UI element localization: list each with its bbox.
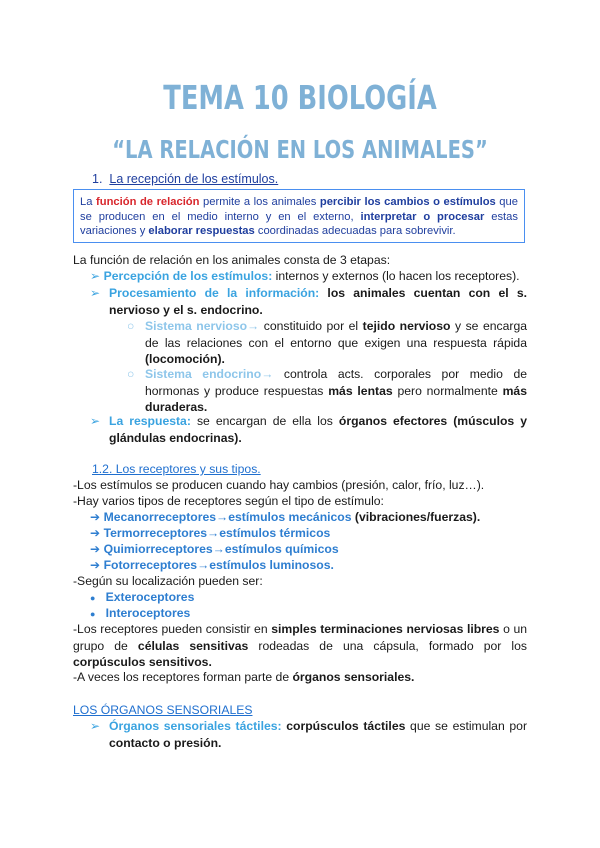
box-text: estas variaciones y: [80, 210, 518, 237]
box-text: La: [80, 196, 97, 208]
organ-label: Órganos sensoriales táctiles:: [109, 719, 282, 733]
stage-2-item: [109, 285, 527, 318]
endocrine-bullet: [127, 366, 143, 383]
para-text: rodeadas de una cápsula, formado por los: [248, 638, 527, 653]
tactile-organs-item: [109, 718, 527, 751]
bullet-arrow-icon: ➢: [90, 719, 101, 733]
arrow-bullet-icon: ➔: [90, 558, 101, 572]
box-text: coordinadas adecuadas para sobrevivir.: [254, 225, 456, 237]
box-text: que se producen en el medio interno y en el externo,: [80, 196, 518, 223]
stage-bold: órganos efectores (músculos y glándulas endocrinas).: [109, 414, 528, 445]
box-text: permite a los animales: [199, 196, 320, 208]
para-text: o un grupo de: [73, 622, 528, 653]
subsystem-label: Sistema endocrino→: [145, 367, 274, 381]
stage-text: los animales cuentan con el s. nervioso y el s. endocrino.: [109, 286, 527, 317]
item-bold: (locomoción).: [145, 352, 225, 366]
organs-note: [73, 669, 414, 686]
arrow-bullet-icon: ➔: [90, 542, 101, 556]
page-title: TEMA 10 BIOLOGÍA: [163, 78, 437, 117]
item-text: controla acts. corporales por medio de hormonas y produce respuestas: [145, 367, 527, 398]
organ-bold: contacto o presión.: [109, 735, 222, 750]
organ-text: que se estimulan por: [405, 719, 528, 733]
types-intro: -Hay varios tipos de receptores según el tipo de estímulo:: [73, 494, 384, 508]
item-bold: más duraderas.: [145, 383, 527, 414]
tactile-bullet: [90, 718, 108, 735]
bullet-arrow-icon: ➢: [90, 414, 101, 428]
location-intero: [90, 605, 190, 623]
page-subtitle: “LA RELACIÓN EN LOS ANIMALES”: [112, 135, 488, 164]
stage-text: internos y externos (lo hacen los receptores).: [272, 269, 520, 283]
stimuli-line: -Los estímulos se producen cuando hay cambios (presión, calor, frío, luz…).: [73, 478, 485, 492]
type-extra: (vibraciones/fuerzas).: [351, 510, 481, 524]
circle-bullet-icon: ○: [127, 367, 135, 381]
nervous-bullet: [127, 318, 143, 335]
stage-1-item: [90, 268, 530, 285]
circle-bullet-icon: ○: [127, 319, 135, 333]
para-bold: células sensitivas: [137, 638, 249, 653]
location-extero: [90, 589, 194, 607]
stage-3-item: [109, 413, 527, 446]
section-number: 1.: [92, 172, 103, 186]
section-1-2-heading: 1.2. Los receptores y sus tipos.: [92, 462, 261, 476]
para-bold: simples terminaciones nerviosas libres: [271, 622, 500, 636]
para-bold: corpúsculos sensitivos.: [73, 655, 212, 669]
item-text: y se encarga de las relaciones con el entorno que exigen una respuesta rápida: [145, 319, 528, 350]
location-label: Interoceptores: [105, 606, 191, 620]
section-1-heading: [92, 172, 278, 186]
type-label: Quimiorreceptores→estímulos químicos: [103, 542, 339, 556]
para-bold: órganos sensoriales.: [292, 670, 415, 684]
definition-box: [73, 189, 525, 243]
para-text: -A veces los receptores forman parte de: [73, 670, 293, 684]
nervous-system-item: [145, 318, 527, 368]
box-highlight: percibir los cambios o estímulos: [319, 196, 496, 208]
stages-intro: La función de relación en los animales consta de 3 etapas:: [73, 253, 391, 267]
stage-3-bullet: [90, 413, 108, 430]
subsystem-label: Sistema nervioso→: [145, 319, 260, 333]
item-text: pero normalmente: [392, 383, 503, 398]
location-label: Exteroceptores: [105, 590, 195, 604]
receptor-type-photo: [90, 557, 334, 574]
sensory-organs-heading: LOS ÓRGANOS SENSORIALES: [73, 703, 253, 717]
item-text: constituido por el: [259, 319, 363, 333]
receptor-type-mechano: [90, 509, 480, 526]
item-bold: más lentas: [328, 383, 393, 398]
stage-text: se encargan de ella los: [190, 414, 339, 428]
dot-bullet-icon: ●: [90, 609, 96, 619]
organ-bold: corpúsculos táctiles: [286, 719, 406, 733]
bullet-arrow-icon: ➢: [90, 286, 101, 300]
stage-2-bullet: [90, 285, 108, 302]
stage-label: Procesamiento de la información:: [109, 286, 320, 300]
arrow-bullet-icon: ➔: [90, 510, 101, 524]
receptor-type-chemo: [90, 541, 339, 558]
section-title: La recepción de los estímulos.: [109, 172, 279, 186]
arrow-bullet-icon: ➔: [90, 526, 101, 540]
receptor-type-thermo: [90, 525, 330, 542]
stage-label: Percepción de los estímulos:: [103, 269, 273, 283]
type-label: Mecanorreceptores→estímulos mecánicos: [103, 510, 352, 524]
location-intro: -Según su localización pueden ser:: [73, 574, 263, 588]
type-label: Fotorreceptores→estímulos luminosos.: [103, 558, 334, 572]
dot-bullet-icon: ●: [90, 593, 96, 603]
box-highlight: interpretar o procesar: [360, 210, 485, 223]
box-highlight: función de relación: [96, 196, 200, 208]
item-bold: tejido nervioso: [362, 319, 451, 333]
box-highlight: elaborar respuestas: [148, 225, 255, 237]
bullet-arrow-icon: ➢: [90, 269, 101, 283]
endocrine-system-item: [145, 366, 527, 416]
para-text: -Los receptores pueden consistir en: [73, 622, 272, 636]
stage-label: La respuesta:: [109, 414, 191, 428]
receptors-paragraph: [73, 621, 527, 671]
type-label: Termorreceptores→estímulos térmicos: [103, 526, 331, 540]
